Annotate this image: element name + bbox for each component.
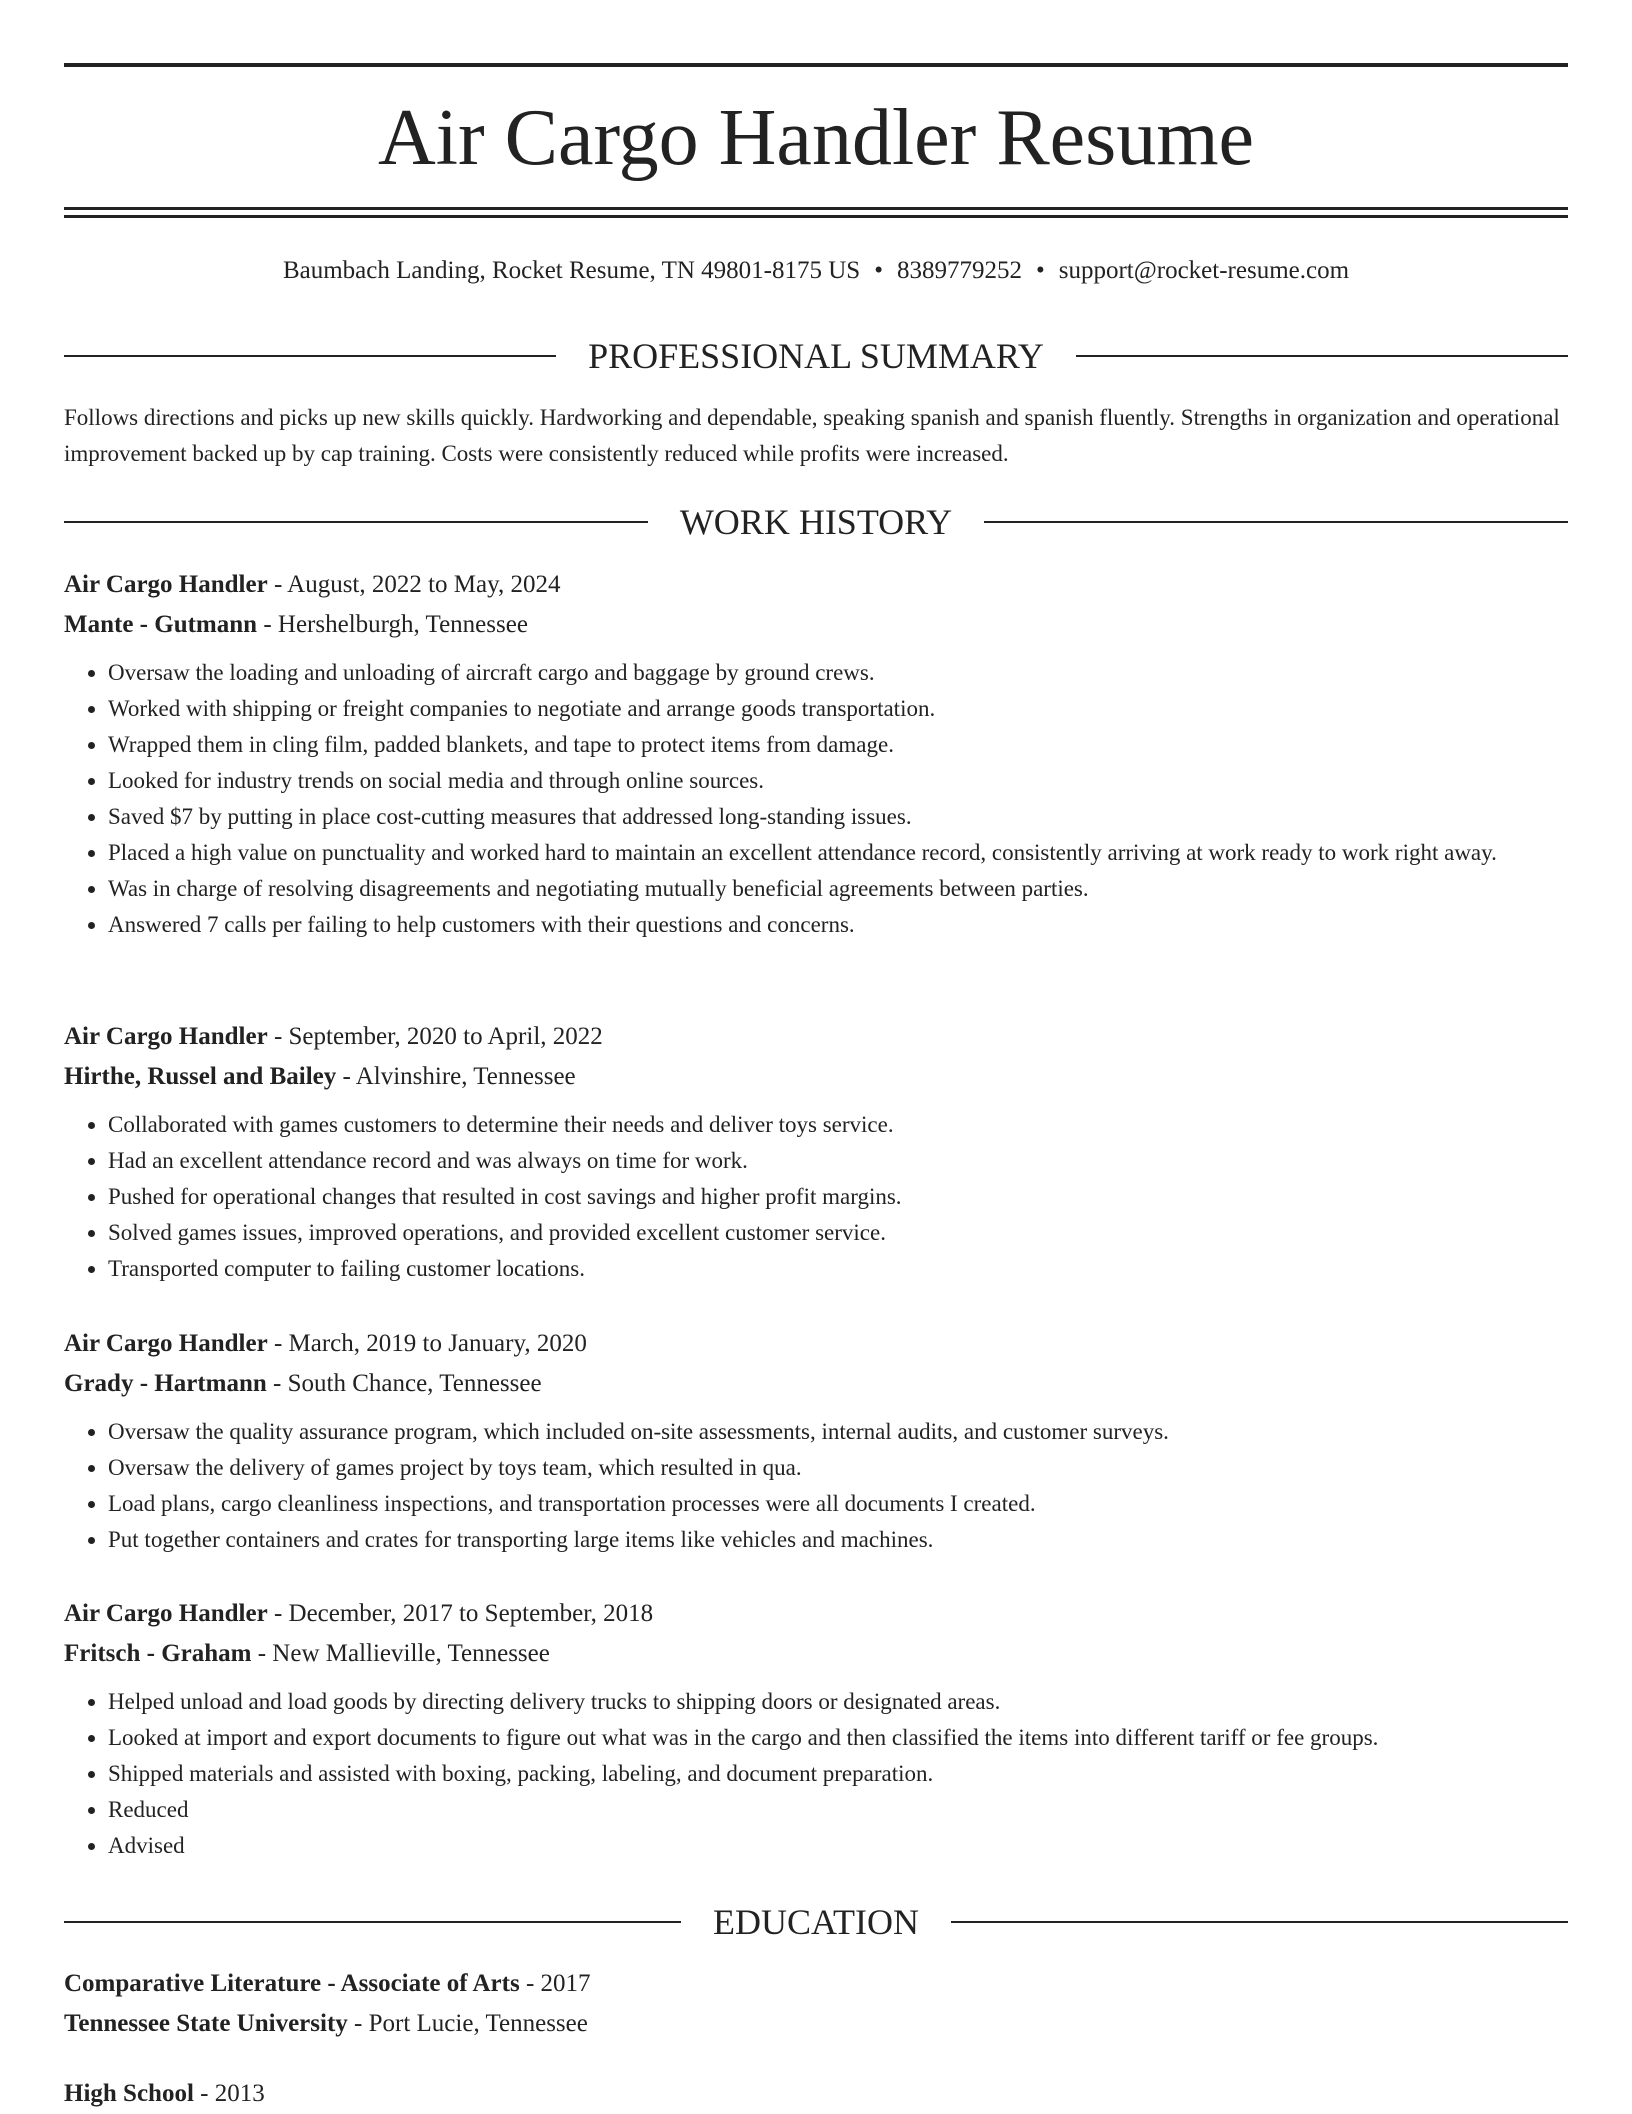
education-school-line xyxy=(64,2004,1568,2044)
job-bullet: • Pushed for operational changes that resulted in cost savings and higher profit margins. xyxy=(108,1179,1568,1215)
job-company: Fritsch - Graham xyxy=(64,1640,252,1667)
contact-line xyxy=(64,254,1568,288)
job-location: - New Mallieville, Tennessee xyxy=(251,1640,550,1667)
job-dates: - September, 2020 to April, 2022 xyxy=(267,1023,603,1050)
job-bullet: • Placed a high value on punctuality and worked hard to maintain an excellent attendance record, consistently arriving at work ready to work right away. xyxy=(108,835,1568,871)
job-entry xyxy=(64,1594,1568,1864)
job-entry xyxy=(64,565,1568,943)
education-school: Tennessee State University xyxy=(64,2010,348,2037)
job-title: Air Cargo Handler xyxy=(64,571,268,598)
job-dates: - March, 2019 to January, 2020 xyxy=(267,1330,587,1357)
job-bullet: • Shipped materials and assisted with boxing, packing, labeling, and document preparation. xyxy=(108,1756,1568,1792)
job-company: Hirthe, Russel and Bailey xyxy=(64,1063,337,1090)
job-bullet: • Load plans, cargo cleanliness inspections, and transportation processes were all documents I created. xyxy=(108,1486,1568,1522)
job-title: Air Cargo Handler xyxy=(64,1330,268,1357)
education-degree-line xyxy=(64,2074,1568,2114)
job-company: Grady - Hartmann xyxy=(64,1370,267,1397)
job-bullet: • Looked for industry trends on social media and through online sources. xyxy=(108,763,1568,799)
job-company-line xyxy=(64,1057,1568,1097)
job-bullet: • Oversaw the loading and unloading of aircraft cargo and baggage by ground crews. xyxy=(108,655,1568,691)
education-location: - Port Lucie, Tennessee xyxy=(347,2010,588,2037)
job-bullet: • Solved games issues, improved operations, and provided excellent customer service. xyxy=(108,1215,1568,1251)
job-bullet: • Oversaw the delivery of games project by toys team, which resulted in qua. xyxy=(108,1450,1568,1486)
contact-email: support@rocket-resume.com xyxy=(1058,257,1350,284)
job-dates: - December, 2017 to September, 2018 xyxy=(267,1600,654,1627)
job-bullet: • Answered 7 calls per failing to help customers with their questions and concerns. xyxy=(108,907,1568,943)
section-title: PROFESSIONAL SUMMARY xyxy=(588,336,1044,376)
contact-address: Baumbach Landing, Rocket Resume, TN 49801-8175 US xyxy=(282,257,861,284)
education-heading xyxy=(64,1900,1568,1944)
job-bullet: • Reduced xyxy=(108,1792,1568,1828)
job-bullet: • Oversaw the quality assurance program, which included on-site assessments, internal audits, and customer surveys. xyxy=(108,1414,1568,1450)
job-title-line xyxy=(64,1017,1568,1057)
job-bullet: • Wrapped them in cling film, padded blankets, and tape to protect items from damage. xyxy=(108,727,1568,763)
education-degree-line xyxy=(64,1964,1568,2004)
job-bullet: • Saved $7 by putting in place cost-cutting measures that addressed long-standing issues. xyxy=(108,799,1568,835)
job-bullets xyxy=(64,1107,1568,1287)
job-bullet: • Helped unload and load goods by directing delivery trucks to shipping doors or designated areas. xyxy=(108,1684,1568,1720)
job-bullets xyxy=(64,655,1568,943)
education-entry xyxy=(64,1964,1568,2044)
heading-rule-right xyxy=(1076,355,1568,357)
education-entry xyxy=(64,2074,1568,2114)
job-entry xyxy=(64,1017,1568,1287)
job-bullet: • Collaborated with games customers to determine their needs and deliver toys service. xyxy=(108,1107,1568,1143)
job-bullets xyxy=(64,1414,1568,1558)
job-bullet: • Was in charge of resolving disagreements and negotiating mutually beneficial agreements between parties. xyxy=(108,871,1568,907)
education-degree: High School xyxy=(64,2080,194,2107)
job-bullet: • Transported computer to failing customer locations. xyxy=(108,1251,1568,1287)
job-bullet: • Looked at import and export documents to figure out what was in the cargo and then classified the items into different tariff or fee groups. xyxy=(108,1720,1568,1756)
job-entry xyxy=(64,1324,1568,1558)
education-degree: Comparative Literature - Associate of Arts xyxy=(64,1970,520,1997)
header-rule-upper xyxy=(64,207,1568,210)
section-title: EDUCATION xyxy=(713,1902,919,1942)
job-bullets xyxy=(64,1684,1568,1864)
job-title: Air Cargo Handler xyxy=(64,1023,268,1050)
job-company-line xyxy=(64,1634,1568,1674)
job-company-line xyxy=(64,1364,1568,1404)
contact-phone: 8389779252 xyxy=(896,257,1022,284)
heading-rule-left xyxy=(64,1921,681,1923)
section-title: WORK HISTORY xyxy=(679,502,953,542)
education-year: - 2017 xyxy=(519,1970,591,1997)
summary-heading xyxy=(64,334,1568,378)
job-location: - South Chance, Tennessee xyxy=(266,1370,542,1397)
job-dates: - August, 2022 to May, 2024 xyxy=(267,571,561,598)
heading-rule-right xyxy=(984,521,1568,523)
job-bullet: • Worked with shipping or freight companies to negotiate and arrange goods transportation. xyxy=(108,691,1568,727)
job-title-line xyxy=(64,1594,1568,1634)
job-company: Mante - Gutmann xyxy=(64,611,258,638)
job-location: - Hershelburgh, Tennessee xyxy=(257,611,528,638)
resume-title: Air Cargo Handler Resume xyxy=(377,94,1255,182)
summary-text: Follows directions and picks up new skills quickly. Hardworking and dependable, speaking spanish and spanish fluently. Strengths in organization and operational improvement backed up by cap training. Costs were consistently reduced while profits were increased. xyxy=(64,405,1560,466)
header-rule-lower xyxy=(64,215,1568,218)
job-location: - Alvinshire, Tennessee xyxy=(336,1063,576,1090)
contact-separator: • xyxy=(1035,257,1045,284)
education-year: - 2013 xyxy=(193,2080,265,2107)
heading-rule-left xyxy=(64,521,648,523)
job-title-line xyxy=(64,565,1568,605)
heading-rule-right xyxy=(951,1921,1568,1923)
job-bullet: • Put together containers and crates for transporting large items like vehicles and machines. xyxy=(108,1522,1568,1558)
job-bullet: • Advised xyxy=(108,1828,1568,1864)
job-company-line xyxy=(64,605,1568,645)
job-title: Air Cargo Handler xyxy=(64,1600,268,1627)
contact-separator: • xyxy=(874,257,883,284)
job-title-line xyxy=(64,1324,1568,1364)
heading-rule-left xyxy=(64,355,556,357)
header-top-rule xyxy=(64,63,1568,67)
work-history-heading xyxy=(64,500,1568,544)
job-bullet: • Had an excellent attendance record and was always on time for work. xyxy=(108,1143,1568,1179)
